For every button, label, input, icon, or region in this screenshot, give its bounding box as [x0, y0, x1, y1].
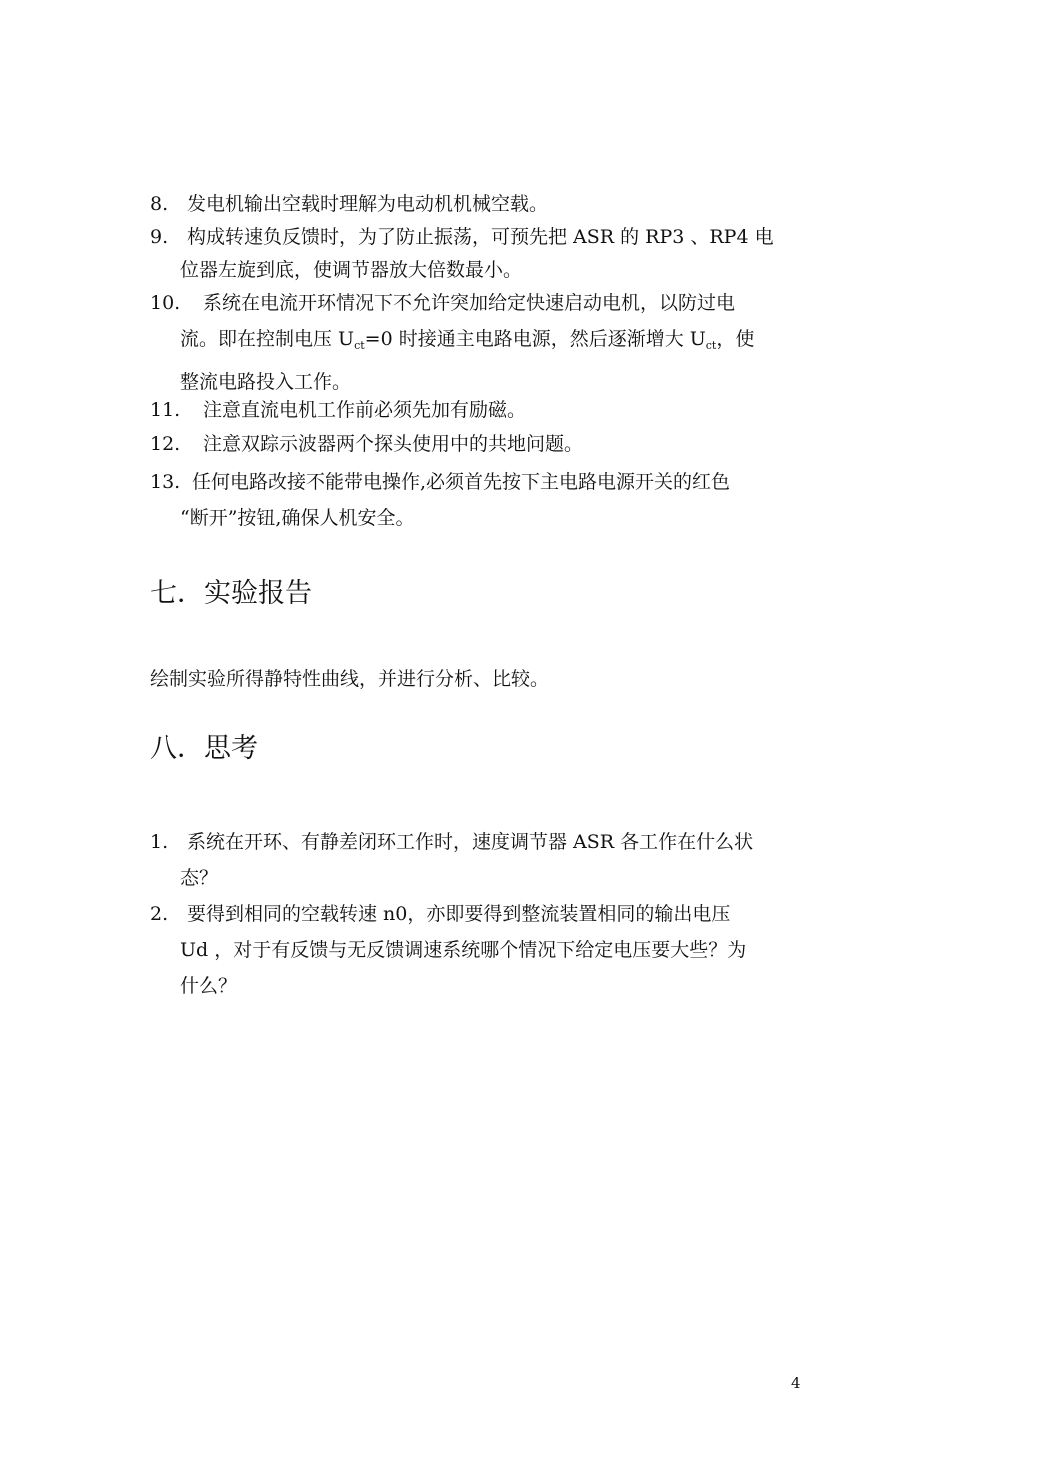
note-text: 发电机输出空载时理解为电动机机械空载。 [187, 193, 549, 215]
note-item [150, 464, 810, 536]
section-heading-report: 七．实验报告 [150, 578, 312, 609]
note-text-continued: 位器左旋到底，使调节器放大倍数最小。 [180, 259, 523, 281]
note-text: 构成转速负反馈时，为了防止振荡，可预先把 ASR 的 RP3 、RP4 电 [187, 226, 774, 248]
question-text-continued: 态？ [180, 867, 219, 889]
note-item [150, 285, 810, 400]
note-text: 任何电路改接不能带电操作,必须首先按下主电路电源开关的红色 [192, 471, 731, 493]
question-text-continued: Ud ，对于有反馈与无反馈调速系统哪个情况下给定电压要大些？为 [180, 939, 747, 961]
note-number: 10. [150, 292, 181, 314]
note-text-fragment: ，使 [716, 328, 755, 350]
question-number: 2. [150, 903, 169, 925]
note-number: 8. [150, 193, 169, 215]
note-number: 13. [150, 471, 181, 493]
question-item [150, 896, 810, 1004]
question-number: 1. [150, 831, 169, 853]
subscript-ct: ct [705, 339, 717, 352]
note-text: 注意双踪示波器两个探头使用中的共地问题。 [203, 433, 584, 455]
section-heading-questions: 八．思考 [150, 733, 258, 764]
question-item [150, 824, 810, 896]
note-text-continued: “断开”按钮,确保人机安全。 [180, 507, 415, 529]
question-text: 系统在开环、有静差闭环工作时，速度调节器 ASR 各工作在什么状 [187, 831, 754, 853]
question-text: 要得到相同的空载转速 n0，亦即要得到整流装置相同的输出电压 [187, 903, 731, 925]
subscript-ct: ct [354, 339, 365, 352]
note-text-continued [150, 321, 810, 364]
note-text-fragment: =0 时接通主电路电源，然后逐渐增大 U [364, 328, 706, 350]
page-number: 4 [791, 1374, 801, 1392]
note-text: 系统在电流开环情况下不允许突加给定快速启动电机，以防过电 [203, 292, 736, 314]
note-number: 9. [150, 226, 169, 248]
note-item [150, 221, 810, 287]
note-item [150, 428, 810, 461]
note-item [150, 188, 810, 221]
note-text: 注意直流电机工作前必须先加有励磁。 [203, 399, 527, 421]
note-number: 12. [150, 433, 181, 455]
note-text-continued: 整流电路投入工作。 [180, 371, 352, 393]
note-number: 11. [150, 399, 181, 421]
question-text-continued: 什么？ [180, 975, 238, 997]
note-text-fragment: 流。即在控制电压 U [180, 328, 355, 350]
note-item [150, 394, 810, 427]
report-paragraph: 绘制实验所得静特性曲线，并进行分析、比较。 [150, 668, 550, 690]
